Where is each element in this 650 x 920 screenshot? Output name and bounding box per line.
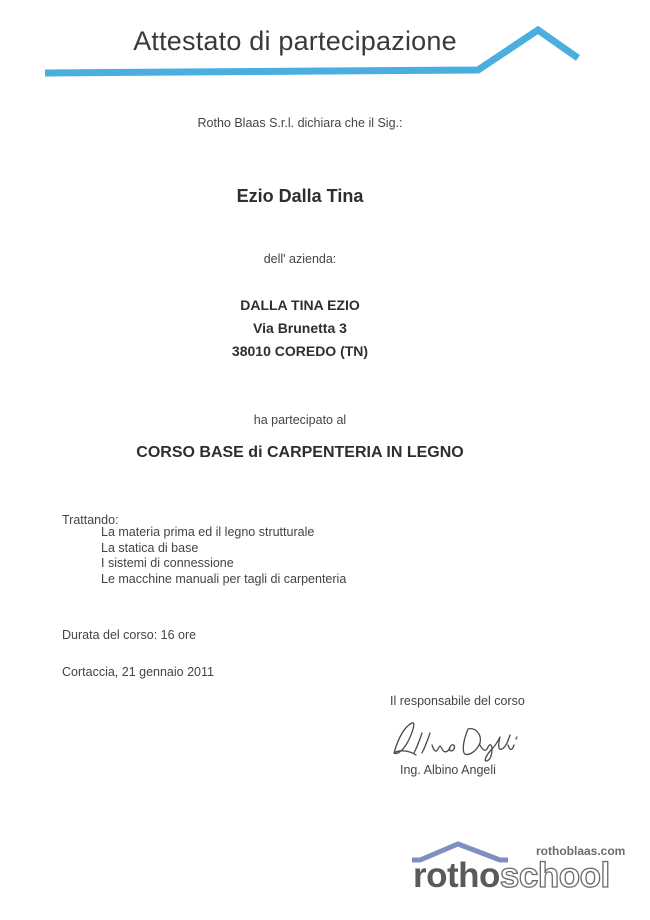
course-title	[0, 444, 600, 462]
course-duration: Durata del corso: 16 ore	[62, 628, 197, 642]
course-title-part: CARPENTERIA IN LEGNO	[262, 444, 464, 461]
topics-list	[101, 525, 346, 587]
topic-item: I sistemi di connessione	[101, 556, 234, 570]
declaration-text: Rotho Blaas S.r.l. dichiara che il Sig.:	[197, 116, 403, 130]
company-name: DALLA TINA EZIO	[240, 297, 360, 313]
participated-label: ha partecipato al	[253, 413, 347, 427]
document-title: Attestato di partecipazione	[133, 26, 457, 56]
topic-item: Le macchine manuali per tagli di carpenteria	[101, 571, 347, 586]
logo-wordmark-rotho: rotho	[413, 856, 500, 895]
company-city: 38010 COREDO (TN)	[231, 343, 369, 359]
company-street: Via Brunetta 3	[253, 320, 347, 336]
course-title-part: di	[248, 444, 263, 461]
company-block	[0, 294, 600, 363]
place-date: Cortaccia, 21 gennaio 2011	[62, 665, 214, 679]
logo-website: rothoblaas.com	[536, 844, 626, 858]
course-title-part: CORSO BASE	[136, 444, 249, 461]
signatory-title: Il responsabile del corso	[390, 694, 525, 708]
participant-name: Ezio Dalla Tina	[236, 186, 364, 206]
topic-item: La materia prima ed il legno strutturale	[101, 525, 315, 539]
handwritten-signature	[380, 715, 530, 765]
topics-label: Trattando:	[62, 513, 119, 527]
company-label: dell' azienda:	[263, 252, 337, 266]
signatory-name: Ing. Albino Angeli	[400, 763, 496, 777]
topic-item: La statica di base	[101, 540, 199, 555]
logo-wordmark-school: school	[499, 856, 610, 895]
logo-wordmark	[413, 857, 610, 895]
